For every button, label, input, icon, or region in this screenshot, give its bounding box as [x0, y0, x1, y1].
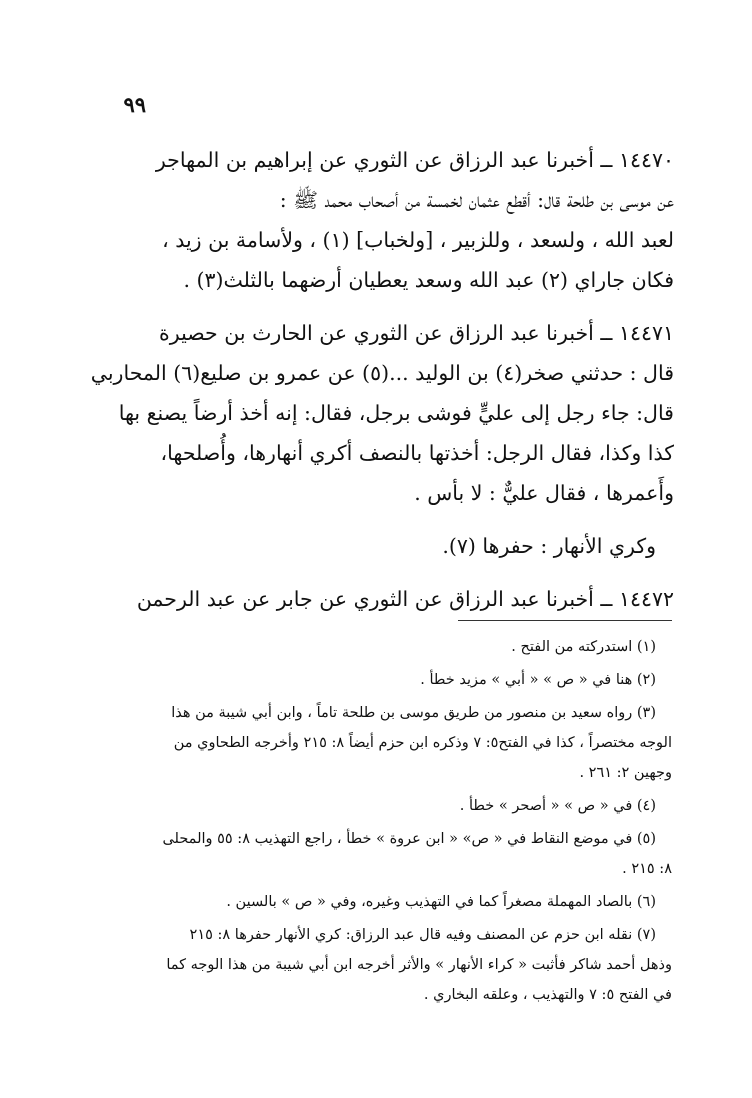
footnote-line: الوجه مختصراً ، كذا في الفتح٥: ٧ وذكره ابن حزم أيضاً ٨: ٢١٥ وأخرجه الطحاوي من: [173, 735, 672, 751]
footnote-5: [76, 824, 672, 884]
footnote-line: (١) استدركته من الفتح .: [511, 639, 656, 655]
text-line: قال: جاء رجل إلى عليٍّ فوشى برجل، فقال: إنه أخذ أرضاً يصنع بها: [118, 401, 674, 425]
main-text: [76, 140, 674, 632]
text-line: ١٤٤٧١ ــ أخبرنا عبد الرزاق عن الثوري عن الحارث بن حصيرة: [159, 321, 674, 345]
footnote-2: [76, 665, 672, 695]
footnotes: [76, 632, 672, 1013]
text-line: ١٤٤٧٠ ــ أخبرنا عبد الرزاق عن الثوري عن إبراهيم بن المهاجر: [155, 148, 674, 172]
footnote-divider: [458, 620, 672, 621]
footnote-3: [76, 698, 672, 788]
gloss-kary-al-anhar: [76, 526, 674, 566]
footnote-line: (٦) بالصاد المهملة مصغراً كما في التهذيب وغيره، وفي « ص » بالسين .: [226, 894, 656, 910]
text-line: عن موسى بن طلحة قال: أقطع عثمان لخمسة من أصحاب محمد ﷺ :: [279, 188, 674, 212]
text-line: وأَعمرها ، فقال عليٌّ : لا بأس .: [414, 481, 674, 505]
hadith-14471: [76, 313, 674, 513]
footnote-line: (٢) هنا في « ص » « أبي » مزيد خطأ .: [420, 672, 656, 688]
footnote-line: في الفتح ٥: ٧ والتهذيب ، وعلقه البخاري .: [423, 987, 672, 1003]
footnote-line: ٨: ٢١٥ .: [622, 861, 672, 877]
footnote-line: وذهل أحمد شاكر فأثبت « كراء الأنهار » والأثر أخرجه ابن أبي شيبة من هذا الوجه كما: [166, 957, 672, 973]
footnote-line: (٧) نقله ابن حزم عن المصنف وفيه قال عبد الرزاق: كري الأنهار حفرها ٨: ٢١٥: [189, 927, 656, 943]
hadith-14470: [76, 140, 674, 300]
footnote-4: [76, 791, 672, 821]
footnote-line: (٣) رواه سعيد بن منصور من طريق موسى بن طلحة تاماً ، وابن أبي شيبة من هذا: [171, 705, 656, 721]
text-line: ١٤٤٧٢ ــ أخبرنا عبد الرزاق عن الثوري عن جابر عن عبد الرحمن: [136, 587, 674, 611]
footnote-1: [76, 632, 672, 662]
text-line: قال : حدثني صخر(٤) بن الوليد ...(٥) عن عمرو بن صليع(٦) المحاربي: [90, 361, 674, 385]
text-line: وكري الأنهار : حفرها (٧).: [442, 534, 656, 558]
hadith-14472: [76, 579, 674, 619]
footnote-line: وجهين ٢: ٢٦١ .: [579, 765, 672, 781]
text-line: فكان جاراي (٢) عبد الله وسعد يعطيان أرضهما بالثلث(٣) .: [183, 268, 674, 292]
text-line: لعبد الله ، ولسعد ، وللزبير ، [ولخباب] (١) ، ولأسامة بن زيد ،: [162, 228, 674, 252]
footnote-7: [76, 920, 672, 1010]
page-number: ٩٩: [123, 92, 146, 117]
text-line: كذا وكذا، فقال الرجل: أخذتها بالنصف أكري أنهارها، وأُصلحها،: [160, 441, 674, 465]
footnote-line: (٤) في « ص » « أصحر » خطأ .: [459, 798, 656, 814]
footnote-line: (٥) في موضع النقاط في « ص» « ابن عروة » خطأ ، راجع التهذيب ٨: ٥٥ والمحلى: [162, 831, 656, 847]
footnote-6: [76, 887, 672, 917]
